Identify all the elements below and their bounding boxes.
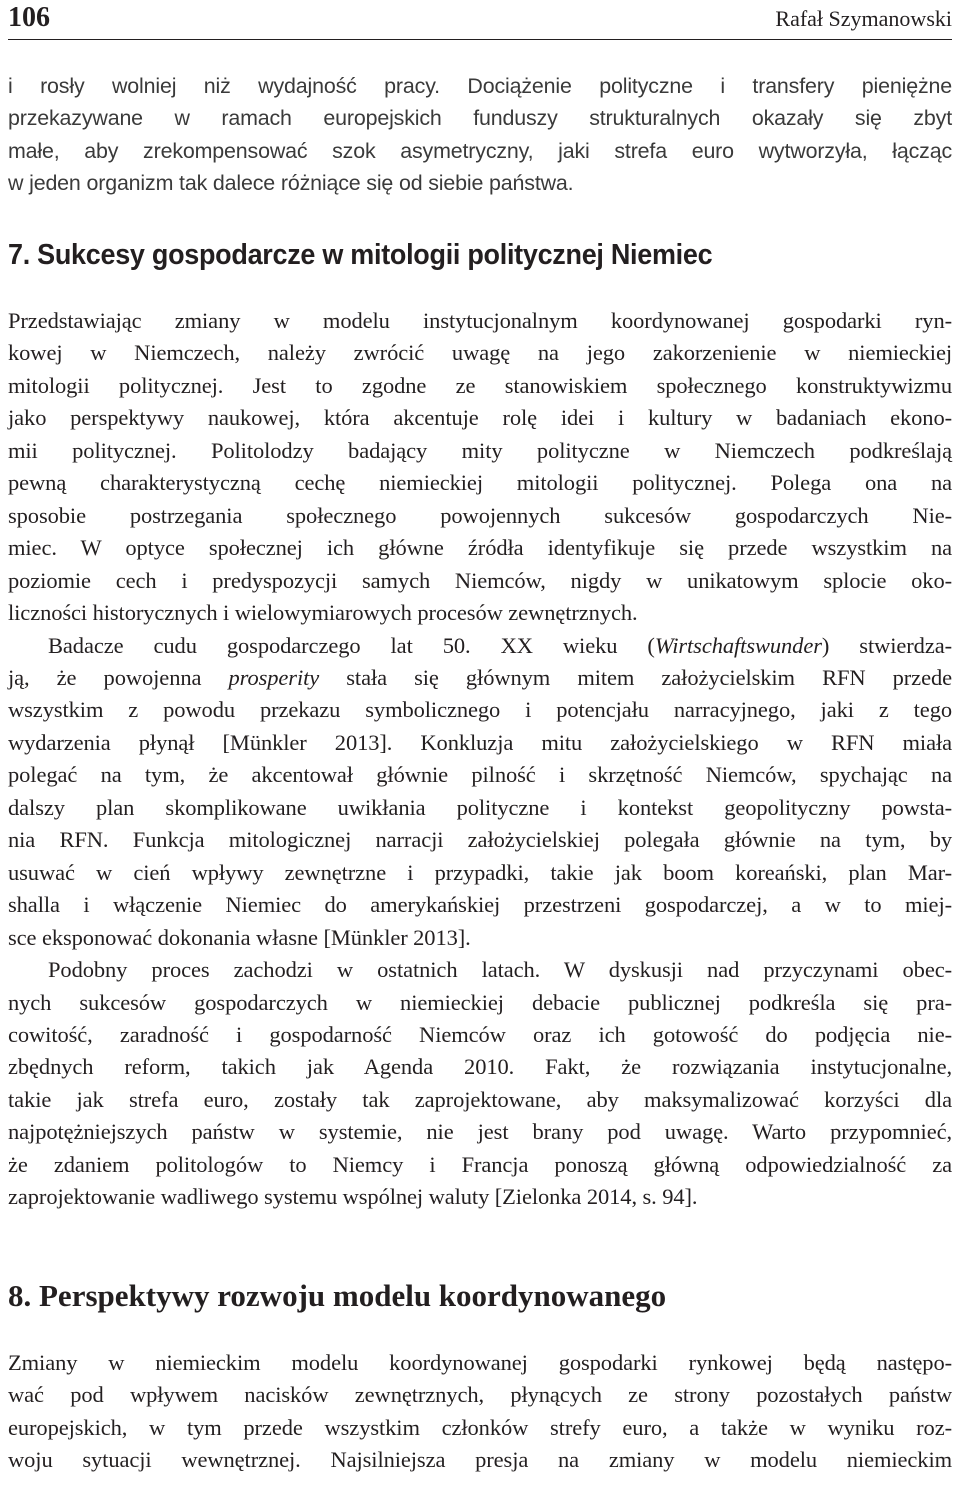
text-line: zaprojektowanie wadliwego systemu wspólnej waluty [Zielonka 2014, s. 94].: [8, 1184, 698, 1210]
section-8-heading: 8. Perspektywy rozwoju modelu koordynowanego: [8, 1278, 667, 1313]
text-line: europejskich, w tym przede wszystkim członków strefy euro, a także w wyniku roz-: [8, 1414, 952, 1440]
text-line: usuwać w cień wpływy zewnętrzne i przypadki, takie jak boom koreański, plan Mar-: [8, 859, 952, 885]
text-line: sce eksponować dokonania własne [Münkler 2013].: [8, 924, 471, 950]
text-line: nia RFN. Funkcja mitologicznej narracji założycielskiej polegała głównie na tym, by: [8, 827, 952, 853]
section-7-heading: 7. Sukcesy gospodarcze w mitologii politycznej Niemiec: [8, 239, 713, 271]
emphasis-term: prosperity: [228, 664, 320, 690]
section-8-paragraph-1: [8, 1347, 952, 1477]
page-number: 106: [8, 2, 50, 33]
text-line: przekazywane w ramach europejskich funduszy strukturalnych okazały się zbyt: [8, 106, 952, 131]
text-line: dalszy plan skomplikowane uwikłania polityczne i kontekst geopolityczny powsta-: [8, 794, 952, 820]
text-line: Zmiany w niemieckim modelu koordynowanej gospodarki rynkowej będą następo-: [8, 1350, 952, 1375]
text-line: małe, aby zrekompensować szok asymetryczny, jaki strefa euro wytworzyła, łącząc: [8, 138, 952, 163]
text-line: mitologii politycznej. Jest to zgodne ze stanowiskiem społecznego konstruktywizmu: [8, 372, 952, 398]
text-line: takie jak strefa euro, zostały tak zaprojektowane, aby maksymalizować korzyści dla: [8, 1086, 952, 1112]
text-line: wać pod wpływem nacisków zewnętrznych, płynących ze strony pozostałych państw: [8, 1382, 952, 1408]
running-header: [8, 0, 952, 40]
emphasis-term: Wirtschaftswunder: [654, 632, 822, 658]
text-line: liczności historycznych i wielowymiarowych procesów zewnętrznych.: [8, 600, 638, 626]
text-line: najpotężniejszych państw w systemie, nie jest brany pod uwagę. Warto przypomnieć,: [8, 1119, 952, 1145]
text-line: ją, że powojenna prosperity stała się głównym mitem założycielskim RFN przede: [8, 664, 952, 690]
running-head-author: Rafał Szymanowski: [775, 6, 952, 31]
text-line: mii politycznej. Politolodzy badający mity polityczne w Niemczech podkreślają: [8, 437, 952, 463]
text-line: Przedstawiając zmiany w modelu instytucjonalnym koordynowanej gospodarki ryn-: [8, 308, 952, 333]
text-line: miec. W optyce społecznej ich główne źródła identyfikuje się przede wszystkim na: [8, 535, 952, 561]
text-line: nych sukcesów gospodarczych w niemieckiej debacie publicznej podkreśla się pra-: [8, 989, 952, 1015]
text-line: jako perspektywy naukowej, która akcentuje rolę idei i kultury w badaniach ekono-: [8, 405, 952, 431]
text-line: polegać na tym, że akcentował głównie pilność i skrzętność Niemców, spychając na: [8, 762, 952, 788]
text-line: pewną charakterystyczną cechę niemieckiej mitologii politycznej. Polega ona na: [8, 470, 952, 496]
section-7-paragraph-1: [8, 305, 952, 1214]
text-line: kowej w Niemczech, należy zwrócić uwagę na jego zakorzenienie w niemieckiej: [8, 340, 952, 366]
text-line: Podobny proces zachodzi w ostatnich latach. W dyskusji nad przyczynami obec-: [48, 957, 952, 983]
text-line: shalla i włączenie Niemiec do amerykańskiej przestrzeni gospodarczej, a w to miej-: [8, 892, 952, 918]
text-line: w jeden organizm tak dalece różniące się od siebie państwa.: [8, 171, 574, 196]
text-line: woju sytuacji wewnętrznej. Najsilniejsza presja na zmiany w modelu niemieckim: [8, 1447, 952, 1473]
text-line: Badacze cudu gospodarczego lat 50. XX wieku (Wirtschaftswunder) stwierdza-: [48, 632, 952, 658]
text-line: wydarzenia płynął [Münkler 2013]. Konkluzja mitu założycielskiego w RFN miała: [8, 729, 952, 755]
text-line: że zdaniem politologów to Niemcy i Francja ponoszą główną odpowiedzialność za: [8, 1151, 952, 1177]
text-line: sposobie postrzegania społecznego powojennych sukcesów gospodarczych Nie-: [8, 502, 952, 528]
text-line: wszystkim z powodu przekazu symbolicznego i potencjału narracyjnego, jaki z tego: [8, 697, 952, 723]
text-line: i rosły wolniej niż wydajność pracy. Dociążenie polityczne i transfery pieniężne: [8, 74, 952, 98]
text-line: zbędnych reform, takich jak Agenda 2010. Fakt, że rozwiązania instytucjonalne,: [8, 1054, 952, 1080]
text-line: poziomie cech i predyspozycji samych Niemców, nigdy w unikatowym splocie oko-: [8, 567, 952, 593]
intro-paragraph: [8, 70, 952, 200]
text-line: cowitość, zaradność i gospodarność Niemców oraz ich gotowość do podjęcia nie-: [8, 1021, 952, 1047]
